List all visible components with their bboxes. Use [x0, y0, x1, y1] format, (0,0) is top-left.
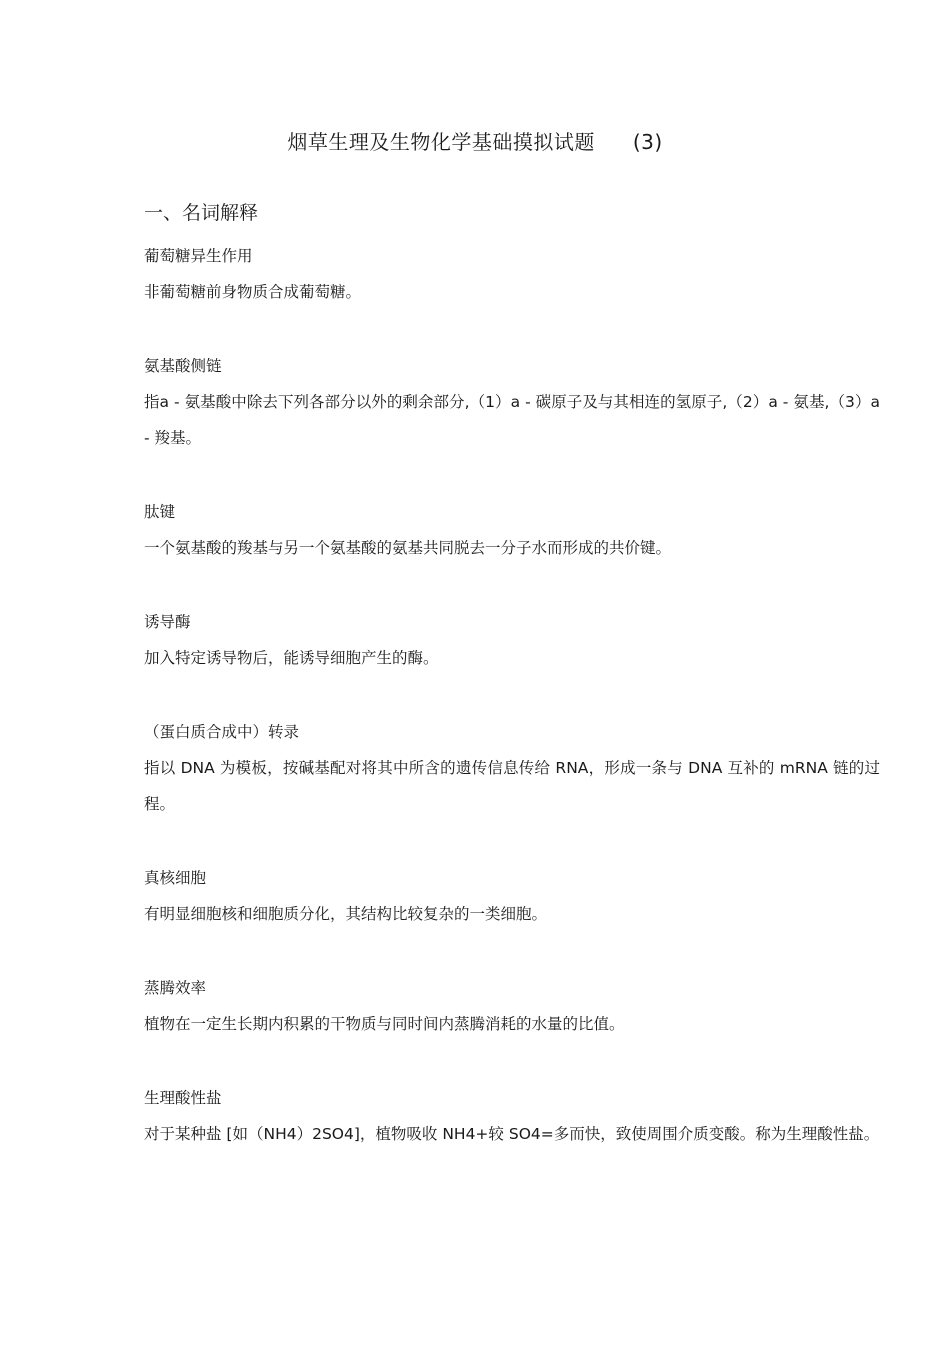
term-definition: 指以 DNA 为模板，按碱基配对将其中所含的遗传信息传给 RNA，形成一条与 DNA 互补的 mRNA 链的过程。 [144, 759, 880, 813]
term-definition: 有明显细胞核和细胞质分化，其结构比较复杂的一类细胞。 [144, 905, 548, 923]
term-entry [144, 494, 880, 566]
term-entry [144, 860, 880, 932]
term-entry [144, 604, 880, 676]
term-entry [144, 970, 880, 1042]
section-heading: 一、名词解释 [144, 202, 259, 224]
term-entry [144, 714, 880, 822]
term-title: 肽键 [144, 503, 176, 521]
term-definition: 一个氨基酸的羧基与另一个氨基酸的氨基共同脱去一分子水而形成的共价键。 [144, 539, 672, 557]
term-list [144, 238, 880, 1190]
document-title [0, 128, 950, 156]
title-text: 烟草生理及生物化学基础摸拟试题 [287, 130, 595, 154]
term-title: 真核细胞 [144, 869, 207, 887]
term-title: （蛋白质合成中）转录 [144, 723, 300, 741]
term-entry [144, 1080, 880, 1152]
term-definition: 对于某种盐 [如（NH4）2SO4]，植物吸收 NH4+较 SO4=多而快，致使周围介质变酸。称为生理酸性盐。 [144, 1125, 880, 1143]
term-entry [144, 238, 880, 310]
term-title: 生理酸性盐 [144, 1089, 222, 1107]
title-number: (3) [632, 130, 663, 154]
term-title: 葡萄糖异生作用 [144, 247, 253, 265]
term-title: 氨基酸侧链 [144, 357, 222, 375]
term-definition: 非葡萄糖前身物质合成葡萄糖。 [144, 283, 362, 301]
term-entry [144, 348, 880, 456]
term-title: 蒸腾效率 [144, 979, 207, 997]
term-definition: 指a - 氨基酸中除去下列各部分以外的剩余部分,（1）a - 碳原子及与其相连的氢原子,（2）a - 氨基,（3）a - 羧基。 [144, 393, 880, 447]
term-title: 诱导酶 [144, 613, 191, 631]
term-definition: 加入特定诱导物后，能诱导细胞产生的酶。 [144, 649, 439, 667]
term-definition: 植物在一定生长期内积累的干物质与同时间内蒸腾消耗的水量的比值。 [144, 1015, 625, 1033]
